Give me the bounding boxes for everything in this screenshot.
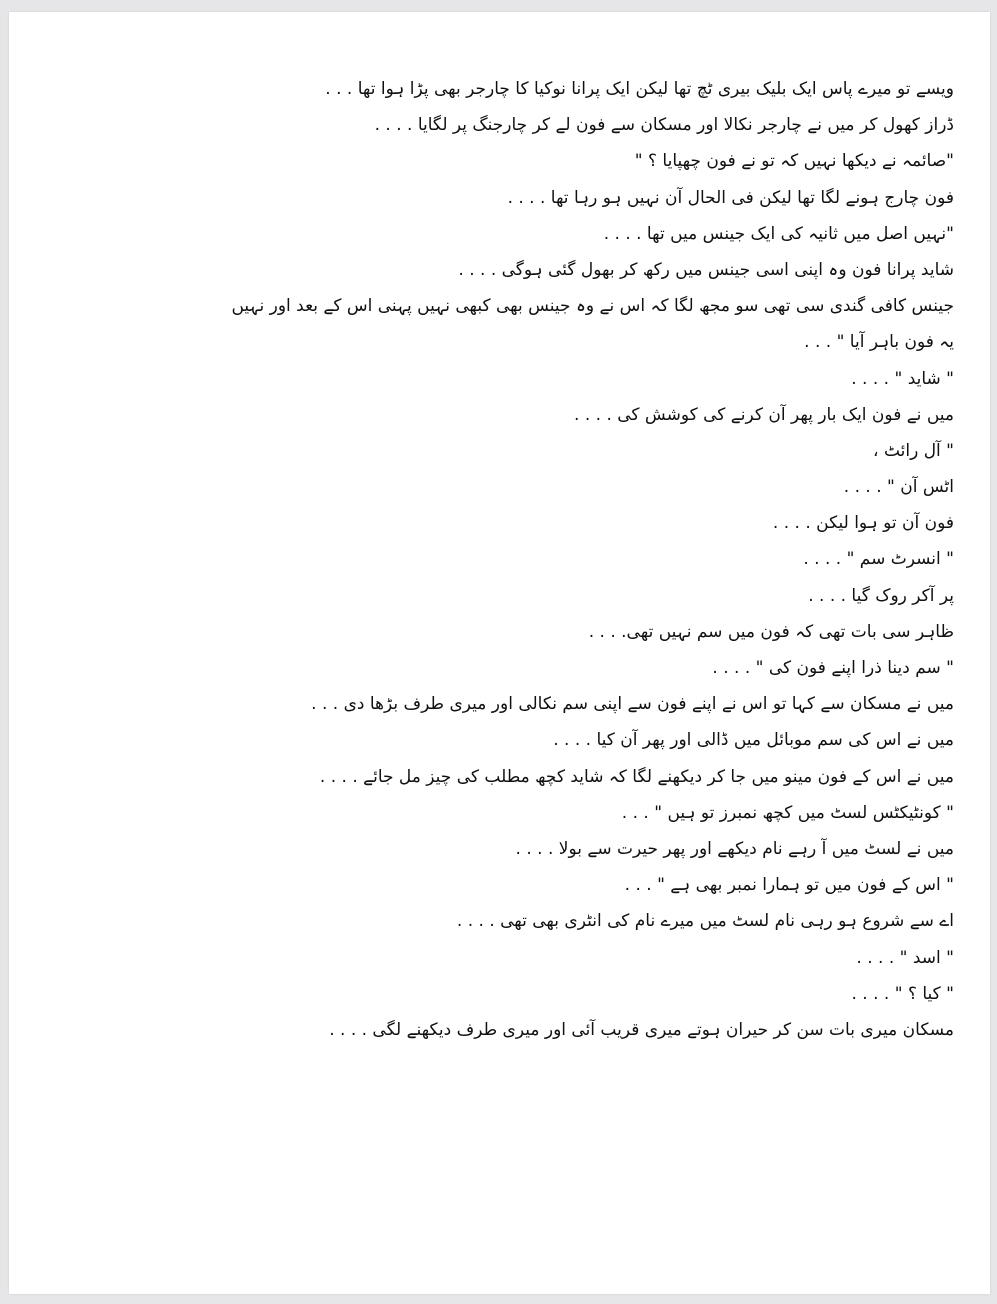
text-line: میں نے مسکان سے کہا تو اس نے اپنے فون سے اپنی سم نکالی اور میری طرف بڑھا دی . . .	[311, 694, 954, 715]
text-line: " آل رائٹ ،	[873, 440, 954, 461]
text-line: اٹس آن " . . . .	[843, 477, 954, 498]
text-line: " اسد " . . . .	[856, 947, 954, 968]
text-line: پر آکر روک گیا . . . .	[808, 585, 954, 606]
text-line: جینس کافی گندی سی تھی سو مجھ لگا کہ اس نے وہ جینس بھی کبھی نہیں پہنی اس کے بعد اور نہیں	[231, 296, 954, 317]
text-line: " انسرٹ سم " . . . .	[803, 549, 954, 570]
text-line: " شاید " . . . .	[851, 368, 954, 389]
document-page	[9, 12, 990, 1294]
text-line: ظاہر سی بات تھی کہ فون میں سم نہیں تھی. . . .	[588, 621, 954, 642]
text-line: میں نے اس کی سم موبائل میں ڈالی اور پھر آن کیا . . . .	[553, 730, 954, 751]
text-line: " کونٹیکٹس لسٹ میں کچھ نمبرز تو ہیں " . . .	[621, 802, 954, 823]
text-line: ویسے تو میرے پاس ایک بلیک بیری ٹچ تھا لیکن ایک پرانا نوکیا کا چارجر بھی پڑا ہوا تھا . . .	[325, 79, 954, 99]
story-text	[54, 74, 954, 1051]
text-line: میں نے اس کے فون مینو میں جا کر دیکھنے لگا کہ شاید کچھ مطلب کی چیز مل جائے . . . .	[319, 766, 954, 787]
text-line: "نہیں اصل میں ثانیہ کی ایک جینس میں تھا . . . .	[603, 223, 954, 244]
text-line: " اس کے فون میں تو ہمارا نمبر بھی ہے " . . .	[624, 875, 954, 896]
text-line: ڈراز کھول کر میں نے چارجر نکالا اور مسکان سے فون لے کر چارجنگ پر لگایا . . . .	[374, 115, 954, 136]
text-line: " سم دینا ذرا اپنے فون کی " . . . .	[712, 658, 954, 678]
text-line: فون آن تو ہوا لیکن . . . .	[772, 513, 954, 534]
text-line: " کیا ؟ " . . . .	[851, 983, 954, 1004]
text-line: اے سے شروع ہو رہی نام لسٹ میں میرے نام کی انٹری بھی تھی . . . .	[456, 911, 954, 932]
text-line: شاید پرانا فون وہ اپنی اسی جینس میں رکھ کر بھول گئی ہوگی . . . .	[458, 259, 954, 280]
text-line: فون چارج ہونے لگا تھا لیکن فی الحال آن نہیں ہو رہا تھا . . . .	[507, 187, 954, 208]
text-line: "صائمہ نے دیکھا نہیں کہ تو نے فون چھپایا ؟ "	[634, 151, 954, 172]
text-line: یہ فون باہر آیا " . . .	[804, 332, 954, 353]
text-line: میں نے لسٹ میں آ رہے نام دیکھے اور پھر حیرت سے بولا . . . .	[515, 838, 954, 859]
text-line: مسکان میری بات سن کر حیران ہوتے میری قریب آئی اور میری طرف دیکھنے لگی . . . .	[329, 1019, 954, 1040]
text-line: میں نے فون ایک بار پھر آن کرنے کی کوشش کی . . . .	[574, 404, 954, 425]
